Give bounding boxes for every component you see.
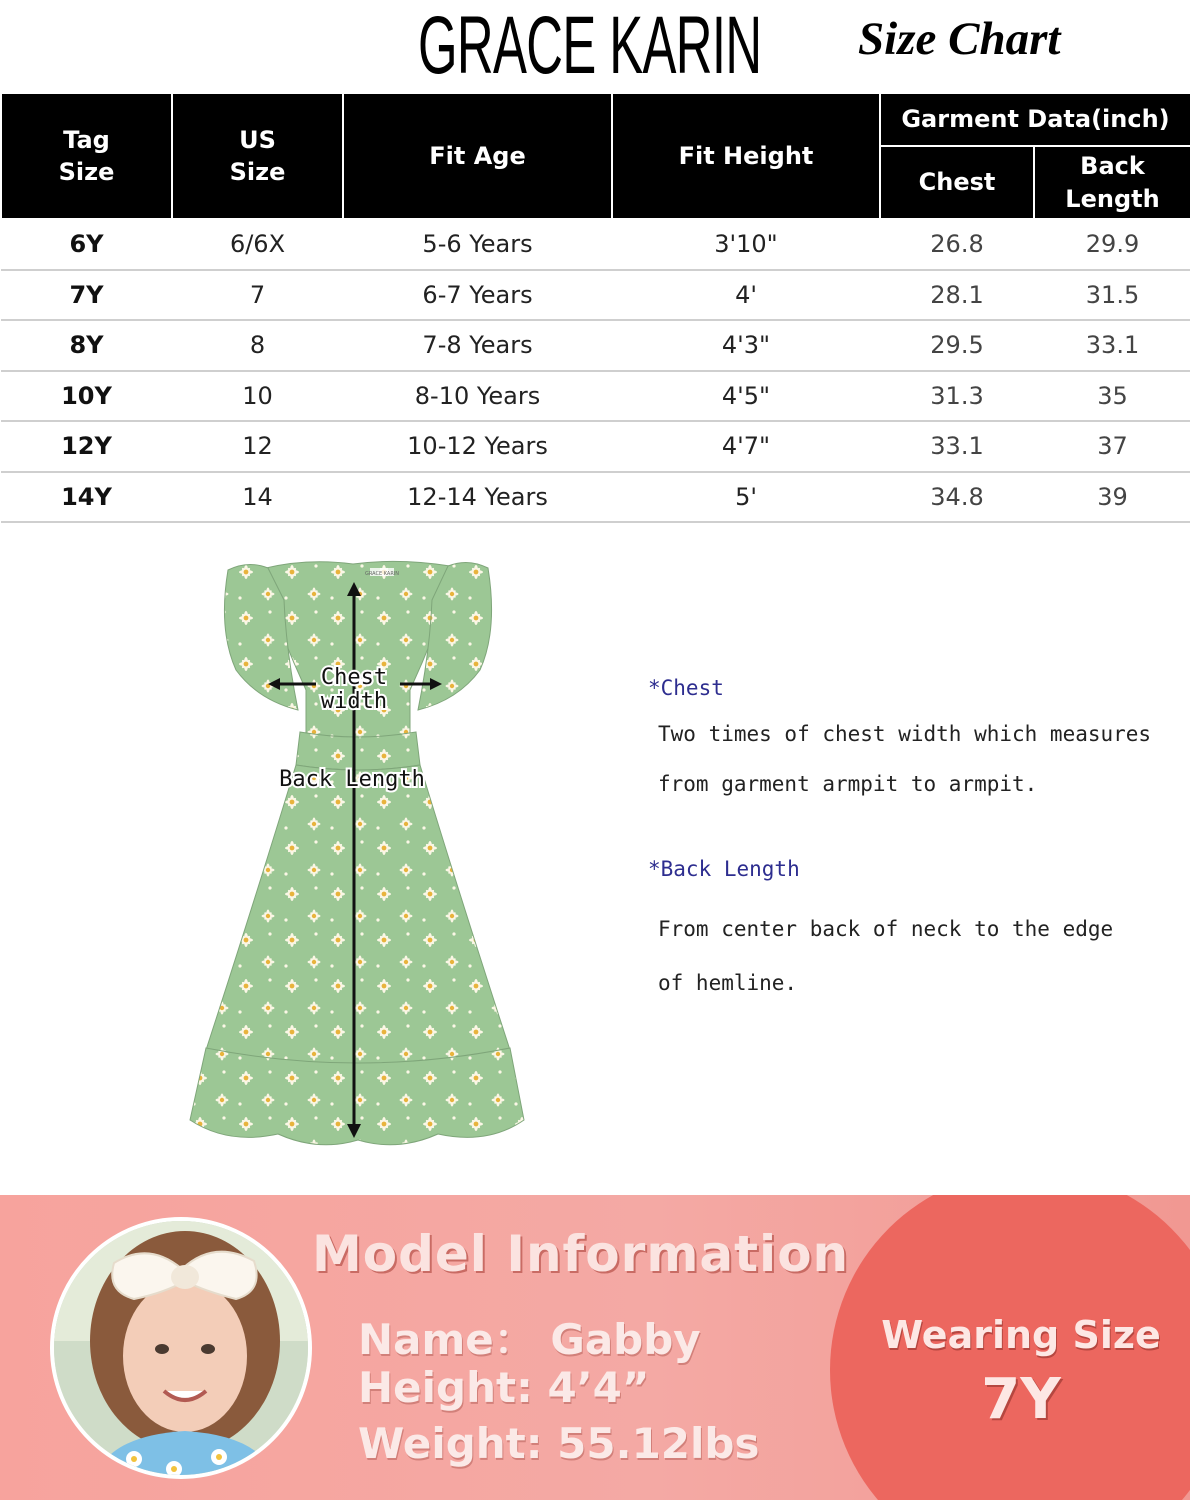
model-name: Name： Gabby — [358, 1315, 701, 1364]
wearing-size-value: 7Y — [981, 1367, 1061, 1432]
cell-fit-height: 5' — [612, 472, 880, 523]
cell-fit-height: 4'5" — [612, 371, 880, 422]
cell-chest: 29.5 — [880, 320, 1034, 371]
cell-fit-age: 8-10 Years — [343, 371, 612, 422]
cell-back-length: 31.5 — [1034, 270, 1190, 321]
cell-tag-size: 12Y — [1, 421, 172, 472]
brand-logo: GRACE KARIN — [418, 0, 762, 91]
model-weight: Weight: 55.12lbs — [358, 1419, 760, 1468]
model-photo — [50, 1217, 312, 1479]
table-row — [1, 270, 1190, 321]
wearing-size-label: Wearing Size — [881, 1313, 1161, 1357]
cell-chest: 34.8 — [880, 472, 1034, 523]
cell-back-length: 39 — [1034, 472, 1190, 523]
cell-tag-size: 6Y — [1, 219, 172, 270]
cell-us-size: 10 — [172, 371, 343, 422]
cell-tag-size: 7Y — [1, 270, 172, 321]
cell-back-length: 33.1 — [1034, 320, 1190, 371]
header-fit-height: Fit Height — [612, 93, 880, 219]
back-length-label: Back Length — [279, 767, 425, 792]
cell-fit-age: 10-12 Years — [343, 421, 612, 472]
cell-us-size: 7 — [172, 270, 343, 321]
header-fit-age: Fit Age — [343, 93, 612, 219]
header-garment-data: Garment Data(inch) — [880, 93, 1190, 146]
size-table — [0, 92, 1190, 523]
cell-tag-size: 8Y — [1, 320, 172, 371]
chest-definition-title: *Chest — [648, 676, 724, 700]
cell-fit-height: 4'3" — [612, 320, 880, 371]
model-info-title: Model Information — [312, 1225, 850, 1283]
cell-us-size: 8 — [172, 320, 343, 371]
cell-us-size: 14 — [172, 472, 343, 523]
chest-definition-line: Two times of chest width which measures — [658, 722, 1152, 746]
header-back-length: Back Length — [1034, 146, 1190, 219]
table-row — [1, 371, 1190, 422]
back-length-definition-line: From center back of neck to the edge — [658, 917, 1114, 941]
cell-fit-age: 5-6 Years — [343, 219, 612, 270]
model-info-banner — [0, 1195, 1190, 1500]
header-tag-size: Tag Size — [1, 93, 172, 219]
cell-fit-height: 3'10" — [612, 219, 880, 270]
table-row — [1, 472, 1190, 523]
table-row — [1, 421, 1190, 472]
cell-fit-height: 4' — [612, 270, 880, 321]
cell-fit-age: 6-7 Years — [343, 270, 612, 321]
chest-label: Chest — [320, 665, 388, 690]
width-label: width — [320, 689, 388, 714]
cell-chest: 26.8 — [880, 219, 1034, 270]
cell-chest: 28.1 — [880, 270, 1034, 321]
cell-tag-size: 10Y — [1, 371, 172, 422]
cell-fit-age: 12-14 Years — [343, 472, 612, 523]
header-us-size: US Size — [172, 93, 343, 219]
table-row — [1, 219, 1190, 270]
garment-tag: GRACE KARIN — [364, 571, 400, 577]
cell-fit-age: 7-8 Years — [343, 320, 612, 371]
cell-back-length: 37 — [1034, 421, 1190, 472]
model-height: Height: 4’4” — [358, 1363, 650, 1412]
header-chest: Chest — [880, 146, 1034, 219]
cell-fit-height: 4'7" — [612, 421, 880, 472]
page-title: Size Chart — [858, 13, 1061, 65]
cell-back-length: 29.9 — [1034, 219, 1190, 270]
cell-us-size: 6/6X — [172, 219, 343, 270]
cell-chest: 31.3 — [880, 371, 1034, 422]
back-length-definition-line: of hemline. — [658, 971, 798, 995]
cell-tag-size: 14Y — [1, 472, 172, 523]
dress-illustration — [188, 560, 528, 1152]
table-row — [1, 320, 1190, 371]
cell-us-size: 12 — [172, 421, 343, 472]
cell-back-length: 35 — [1034, 371, 1190, 422]
cell-chest: 33.1 — [880, 421, 1034, 472]
chest-definition-line: from garment armpit to armpit. — [658, 772, 1038, 796]
back-length-definition-title: *Back Length — [648, 857, 800, 881]
